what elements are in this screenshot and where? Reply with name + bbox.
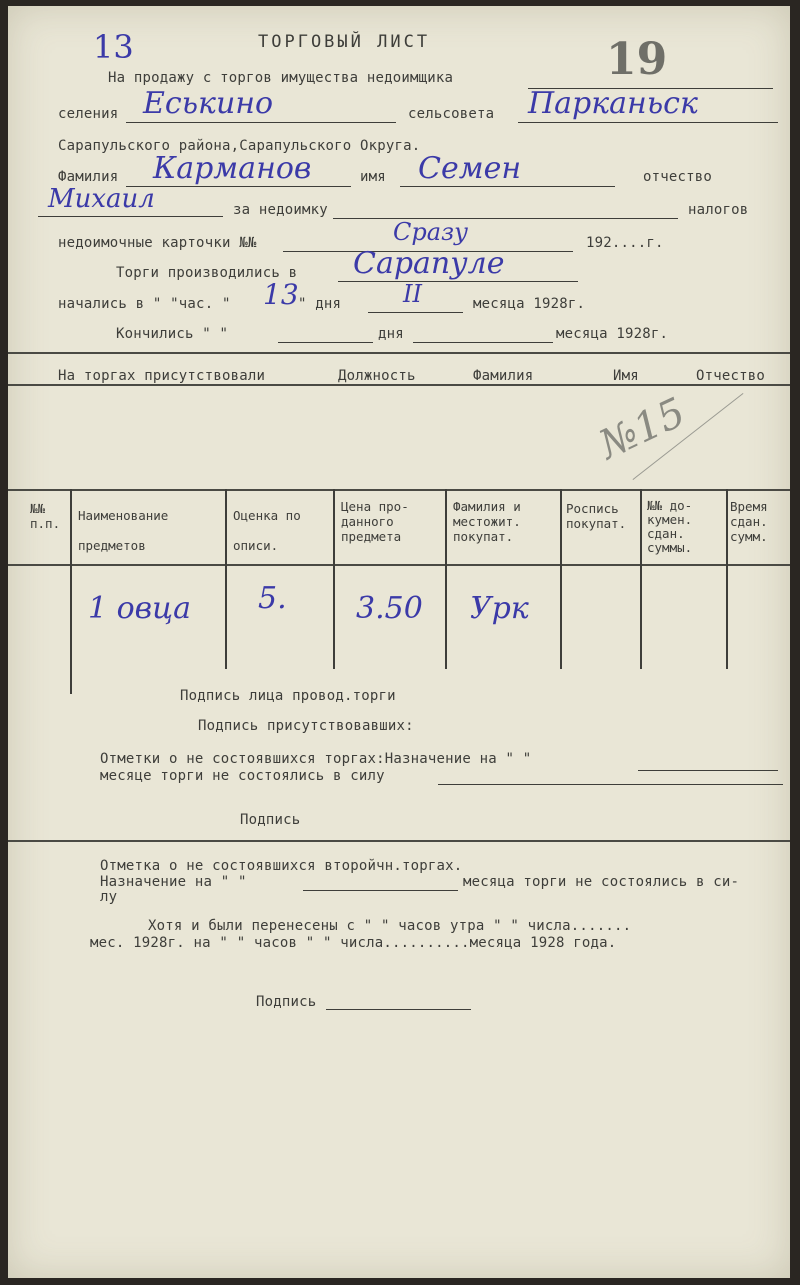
stamp-mark: №15: [592, 389, 693, 469]
ended-month: месяца 1928г.: [556, 326, 669, 342]
village-value: Еськино: [143, 86, 274, 121]
name-value: Семен: [418, 151, 522, 186]
blank-line: [438, 784, 783, 785]
attendees-name: Имя: [613, 368, 639, 384]
attendees-position: Должность: [338, 368, 416, 384]
table-top: [8, 489, 790, 491]
second-auction-mark: Отметка о не состоявшихся второйчн.торгах.: [100, 858, 463, 874]
column-header-item: Наименование предметов: [78, 508, 169, 553]
cell-price: 3.50: [356, 591, 423, 626]
year-label: 192....г.: [586, 235, 664, 251]
signature-conductor: Подпись лица провод.торги: [180, 688, 396, 704]
month-1928: месяца 1928г.: [473, 296, 586, 312]
month-value: II: [403, 280, 422, 308]
council-line: [518, 122, 778, 123]
place-value: Сарапуле: [353, 246, 505, 281]
column-header-signature: Роспись покупат.: [566, 501, 627, 531]
attendees-present: На торгах присутствовали: [58, 368, 266, 384]
blank-line: [303, 890, 458, 891]
table-col-divider: [333, 489, 335, 669]
ended-line-1: [278, 342, 373, 343]
ended-day-word: дня: [378, 326, 404, 342]
table-col-divider: [726, 489, 728, 669]
ended-label: Кончились " ": [116, 326, 229, 342]
cell-buyer: Урк: [470, 591, 529, 626]
attendees-patronymic: Отчество: [696, 368, 766, 384]
signature-line: [326, 1009, 471, 1010]
day-word: " дня: [298, 296, 342, 312]
second-auction-assigned: Назначение на " ": [100, 874, 247, 890]
document-title: ТОРГОВЫЙ ЛИСТ: [258, 32, 431, 52]
month-line: [368, 312, 463, 313]
council-label: сельсовета: [408, 106, 495, 122]
corner-mark: 19: [606, 34, 668, 85]
patronymic-value: Михаил: [48, 184, 155, 214]
divider: [8, 352, 790, 354]
column-header-buyer: Фамилия и местожит. покупат.: [453, 499, 521, 544]
name-label: имя: [360, 169, 386, 185]
moved-line-2: мес. 1928г. на " " часов " " числа..........месяца 1928 года.: [90, 935, 617, 951]
ended-line-2: [413, 342, 553, 343]
column-header-price: Цена про- данного предмета: [341, 499, 409, 544]
district-line: Сарапульского района,Сарапульского Округа.: [58, 138, 421, 154]
table-col-divider: [225, 489, 227, 669]
signature-label: Подпись: [240, 812, 301, 828]
document-sheet: [8, 6, 790, 1278]
council-value: Парканьск: [528, 86, 698, 121]
column-header-document: №№ до- кумен. сдан. суммы.: [647, 498, 693, 555]
card-label: недоимочные карточки №№: [58, 235, 257, 251]
began-day: 13: [263, 278, 299, 311]
arrears-label: за недоимку: [233, 202, 328, 218]
surname-label: Фамилия: [58, 169, 119, 185]
table-col-divider: [640, 489, 642, 669]
name-line: [400, 186, 615, 187]
page-number: 13: [93, 28, 134, 66]
sale-line: На продажу с торгов имущества недоимщика: [108, 70, 454, 86]
cell-item: 1 овца: [88, 591, 191, 626]
surname-value: Карманов: [153, 151, 312, 186]
table-col-divider: [445, 489, 447, 669]
failed-auction-reason: месяце торги не состоялись в силу: [100, 768, 385, 784]
cell-valuation: 5.: [258, 581, 287, 616]
patronymic-label: отчество: [643, 169, 713, 185]
table-col-divider: [560, 489, 562, 669]
moved-line-1: Хотя и были перенесены с " " часов утра " " числа.......: [148, 918, 632, 934]
card-value: Сразу: [393, 218, 469, 246]
second-auction-lu: лу: [100, 889, 118, 905]
second-auction-month: месяца торги не состоялись в си-: [463, 874, 740, 890]
column-header-valuation: Оценка по описи.: [233, 508, 301, 553]
taxes-label: налогов: [688, 202, 749, 218]
column-header-number: №№ п.п.: [30, 501, 61, 531]
attendees-surname: Фамилия: [473, 368, 534, 384]
table-col-divider: [70, 489, 72, 694]
divider: [8, 384, 790, 386]
blank-line: [638, 770, 778, 771]
signature-label-2: Подпись: [256, 994, 317, 1010]
village-label: селения: [58, 106, 119, 122]
place-line: [338, 281, 578, 282]
signature-present: Подпись присутствовавших:: [198, 718, 414, 734]
village-line: [126, 122, 396, 123]
began-label: начались в " "час. ": [58, 296, 231, 312]
patronymic-line: [38, 216, 223, 217]
surname-line: [126, 186, 351, 187]
table-header-bottom: [8, 564, 790, 566]
failed-auction-line: Отметки о не состоявшихся торгах:Назначение на " ": [100, 751, 532, 767]
divider: [8, 840, 790, 842]
column-header-time: Время сдан. сумм.: [730, 499, 768, 544]
arrears-line: [333, 218, 678, 219]
place-label: Торги производились в: [116, 265, 298, 281]
